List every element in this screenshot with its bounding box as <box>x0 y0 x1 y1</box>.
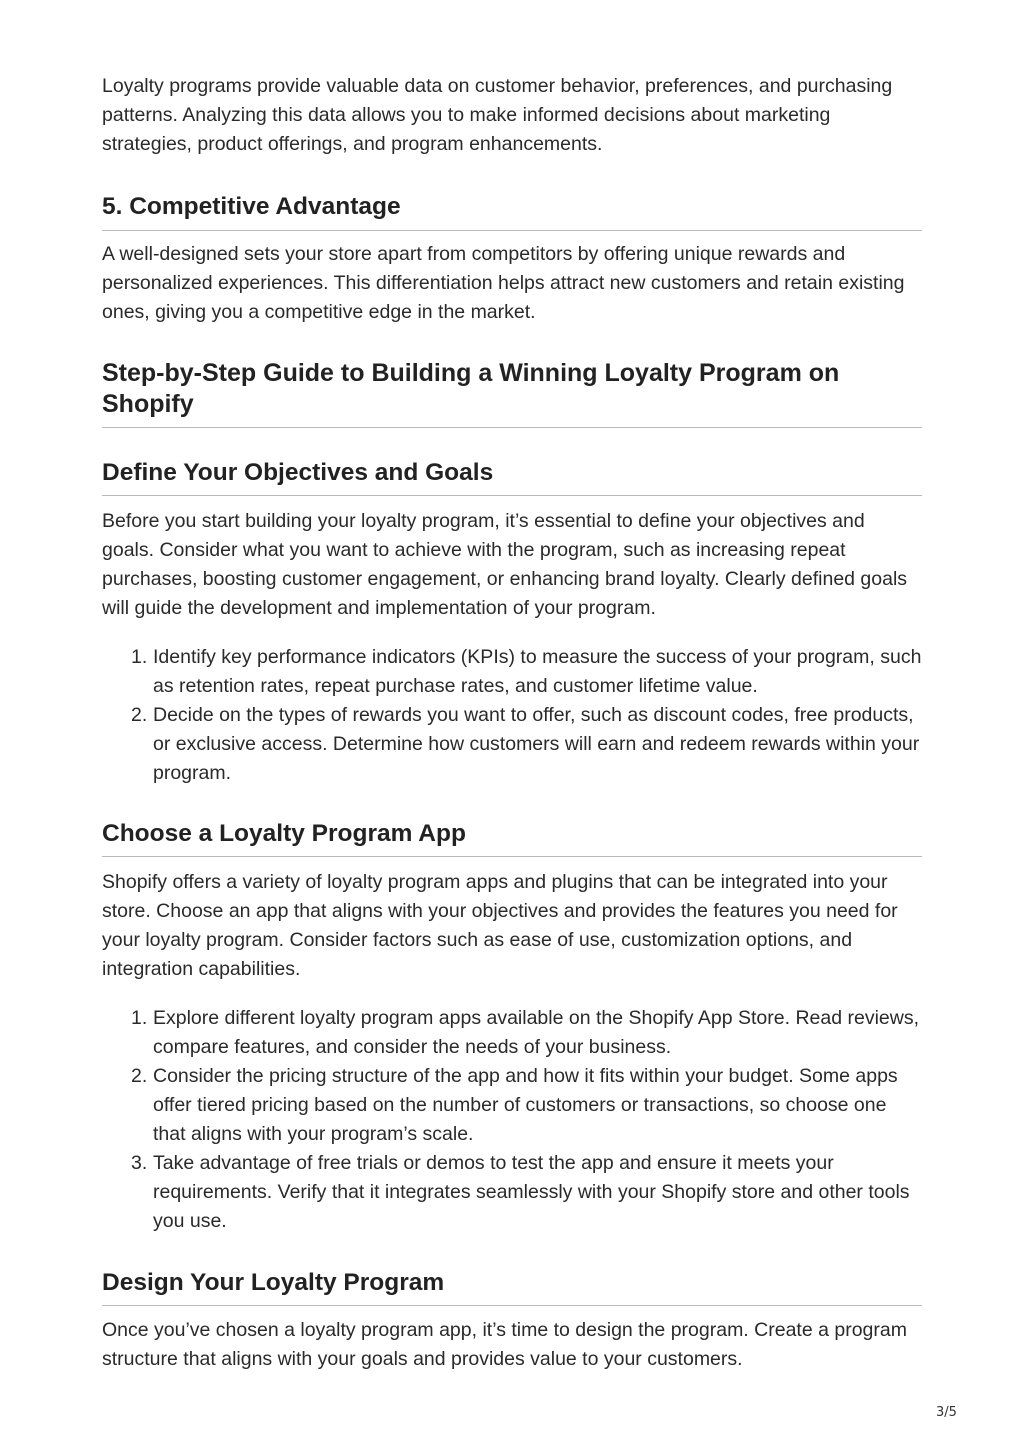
list-item-number: 2. <box>131 704 148 726</box>
list-item-number: 2. <box>131 1065 148 1087</box>
list-item <box>102 1062 922 1149</box>
document-body <box>102 72 922 1374</box>
choose-app-paragraph: Shopify offers a variety of loyalty program apps and plugins that can be integrated into your store. Choose an app that aligns with your objectives and provides the features you need for your loyalty program. Consider factors such as ease of use, customization options, and integration capabilities. <box>102 871 898 980</box>
list-item <box>102 1149 922 1236</box>
list-item-text: Explore different loyalty program apps available on the Shopify App Store. Read reviews, compare features, and consider the needs of your business. <box>153 1007 919 1058</box>
list-item-number: 1. <box>131 1007 148 1029</box>
guide-heading: Step-by-Step Guide to Building a Winning Loyalty Program on Shopify <box>102 358 922 428</box>
define-objectives-paragraph: Before you start building your loyalty program, it’s essential to define your objectives and goals. Consider what you want to achieve with the program, such as increasing repeat purchases, boosting customer engagement, or enhancing brand loyalty. Clearly defined goals will guide the development and implementation of your program. <box>102 510 908 619</box>
list-item-text: Identify key performance indicators (KPIs) to measure the success of your program, such as retention rates, repeat purchase rates, and customer lifetime value. <box>153 646 922 697</box>
list-item <box>102 701 922 788</box>
list-item-text: Consider the pricing structure of the app and how it fits within your budget. Some apps offer tiered pricing based on the number of customers or transactions, so choose one that aligns with your program’s scale. <box>153 1065 898 1145</box>
list-item-number: 1. <box>131 646 148 668</box>
design-program-heading: Design Your Loyalty Program <box>102 1267 922 1306</box>
list-item <box>102 1004 922 1062</box>
define-objectives-list <box>102 643 922 788</box>
choose-app-list <box>102 1004 922 1236</box>
list-item-text: Take advantage of free trials or demos to test the app and ensure it meets your requirements. Verify that it integrates seamlessly with your Shopify store and other tools you use. <box>153 1152 910 1232</box>
list-item-number: 3. <box>131 1152 148 1174</box>
list-item-text: Decide on the types of rewards you want to offer, such as discount codes, free products, or exclusive access. Determine how customers will earn and redeem rewards within your program. <box>153 704 920 784</box>
intro-paragraph: Loyalty programs provide valuable data on customer behavior, preferences, and purchasing patterns. Analyzing this data allows you to make informed decisions about marketing strategies, product offerings, and program enhancements. <box>102 75 893 155</box>
competitive-advantage-heading: 5. Competitive Advantage <box>102 191 922 231</box>
define-objectives-heading: Define Your Objectives and Goals <box>102 457 922 496</box>
choose-app-heading: Choose a Loyalty Program App <box>102 818 922 857</box>
design-program-paragraph: Once you’ve chosen a loyalty program app, it’s time to design the program. Create a program structure that aligns with your goals and provides value to your customers. <box>102 1319 907 1370</box>
list-item <box>102 643 922 701</box>
page-number: 3/5 <box>936 1405 957 1420</box>
competitive-advantage-paragraph: A well-designed sets your store apart from competitors by offering unique rewards and personalized experiences. This differentiation helps attract new customers and retain existing ones, giving you a competitive edge in the market. <box>102 243 905 323</box>
